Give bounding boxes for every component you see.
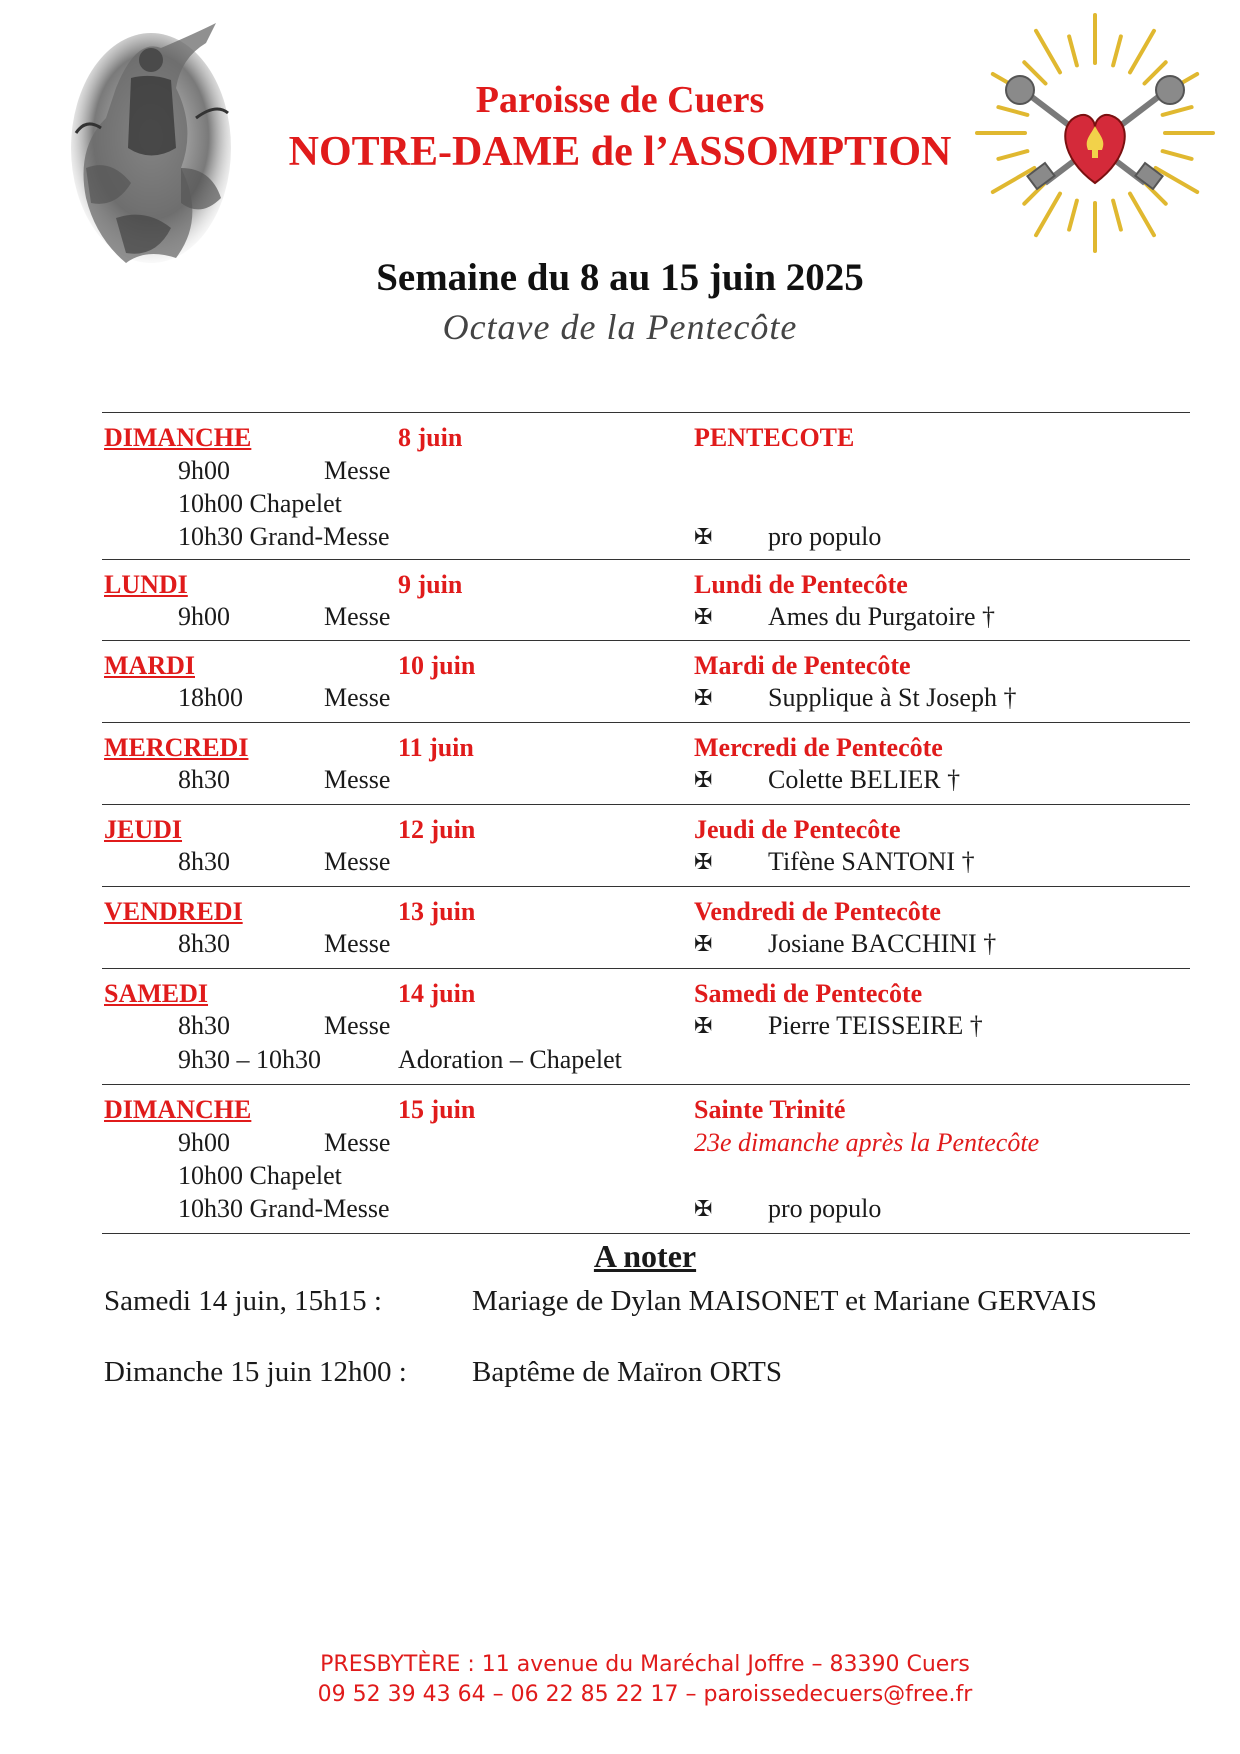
- day-date: 8 juin: [398, 423, 463, 452]
- day-name: SAMEDI: [104, 979, 209, 1008]
- cross-icon: ✠: [694, 604, 713, 629]
- service-time: 10h00 Chapelet: [178, 1161, 342, 1190]
- service-time: 10h00 Chapelet: [178, 489, 342, 518]
- day-date: 14 juin: [398, 979, 476, 1008]
- service-time: 8h30: [178, 1011, 230, 1040]
- day-feast: Mardi de Pentecôte: [694, 651, 911, 680]
- note-when: Dimanche 15 juin 12h00 :: [104, 1356, 407, 1388]
- service-label: Messe: [324, 1128, 391, 1157]
- service-label: Messe: [324, 765, 391, 794]
- footer-address: PRESBYTÈRE : 11 avenue du Maréchal Joffre – 83390 Cuers: [320, 1652, 970, 1677]
- service-time: 9h00: [178, 456, 230, 485]
- service-label: Messe: [324, 456, 391, 485]
- radiance-ray: [1069, 36, 1077, 65]
- note-what: Mariage de Dylan MAISONET et Mariane GERVAIS: [472, 1285, 1097, 1317]
- mass-intention: Josiane BACCHINI †: [768, 929, 997, 958]
- day-name: VENDREDI: [104, 897, 243, 926]
- day-feast: Lundi de Pentecôte: [694, 570, 908, 599]
- radiance-ray: [1113, 36, 1121, 65]
- notes-heading: A noter: [593, 1238, 697, 1274]
- day-name: JEUDI: [104, 815, 183, 844]
- day-date: 10 juin: [398, 651, 476, 680]
- day-date: 11 juin: [398, 733, 474, 762]
- parish-name: Paroisse de Cuers: [475, 79, 765, 121]
- note-what: Baptême de Maïron ORTS: [472, 1356, 782, 1388]
- mass-intention: Colette BELIER †: [768, 765, 961, 794]
- day-feast: Jeudi de Pentecôte: [694, 815, 901, 844]
- service-label: Messe: [324, 1011, 391, 1040]
- service-label: Messe: [324, 847, 391, 876]
- parish-title: NOTRE-DAME de l’ASSOMPTION: [288, 129, 952, 175]
- day-name: DIMANCHE: [104, 423, 252, 452]
- schedule-day: [102, 805, 1190, 887]
- cross-icon: ✠: [694, 524, 713, 549]
- service-time: 9h00: [178, 1128, 230, 1157]
- footer-contact: 09 52 39 43 64 – 06 22 85 22 17 – paroissedecuers@free.fr: [317, 1682, 973, 1707]
- service-time: 9h00: [178, 602, 230, 631]
- schedule-day: [102, 560, 1190, 641]
- service-label: Messe: [324, 683, 391, 712]
- service-label: Messe: [324, 929, 391, 958]
- cross-icon: ✠: [694, 767, 713, 792]
- service-time: 18h00: [178, 683, 243, 712]
- mass-intention: Pierre TEISSEIRE †: [768, 1011, 983, 1040]
- radiance-ray: [1130, 31, 1154, 73]
- weekly-schedule: [102, 412, 1190, 1234]
- radiance-ray: [1069, 201, 1077, 230]
- day-feast: Sainte Trinité: [694, 1095, 846, 1124]
- day-name: MERCREDI: [104, 733, 249, 762]
- mass-intention: Supplique à St Joseph †: [768, 683, 1017, 712]
- day-feast: Mercredi de Pentecôte: [694, 733, 943, 762]
- day-name: DIMANCHE: [104, 1095, 252, 1124]
- radiance-ray: [1113, 201, 1121, 230]
- service-time: 10h30 Grand-Messe: [178, 522, 390, 551]
- radiance-ray: [1130, 194, 1154, 236]
- week-subtitle: Octave de la Pentecôte: [442, 307, 798, 347]
- day-date: 15 juin: [398, 1095, 476, 1124]
- day-note: 23e dimanche après la Pentecôte: [694, 1128, 1040, 1157]
- schedule-day: [102, 1085, 1190, 1234]
- schedule-day: [102, 413, 1190, 560]
- day-name: LUNDI: [104, 570, 188, 599]
- radiance-ray: [1036, 194, 1060, 236]
- service-time: 8h30: [178, 765, 230, 794]
- radiance-ray: [1036, 31, 1060, 73]
- day-name: MARDI: [104, 651, 195, 680]
- day-date: 12 juin: [398, 815, 476, 844]
- day-date: 9 juin: [398, 570, 463, 599]
- cross-icon: ✠: [694, 931, 713, 956]
- mass-intention: Ames du Purgatoire †: [768, 602, 995, 631]
- note-when: Samedi 14 juin, 15h15 :: [104, 1285, 382, 1317]
- mass-intention: pro populo: [768, 1194, 882, 1223]
- day-feast: Samedi de Pentecôte: [694, 979, 923, 1008]
- service-time: 10h30 Grand-Messe: [178, 1194, 390, 1223]
- cross-icon: ✠: [694, 1013, 713, 1038]
- service-time: 8h30: [178, 847, 230, 876]
- service-time: 8h30: [178, 929, 230, 958]
- day-feast: PENTECOTE: [694, 423, 855, 452]
- schedule-day: [102, 969, 1190, 1085]
- cross-icon: ✠: [694, 1196, 713, 1221]
- week-title: Semaine du 8 au 15 juin 2025: [376, 256, 864, 299]
- schedule-day: [102, 641, 1190, 723]
- schedule-day: [102, 723, 1190, 805]
- service-label: Adoration – Chapelet: [398, 1045, 622, 1074]
- service-time: 9h30 – 10h30: [178, 1045, 321, 1074]
- day-date: 13 juin: [398, 897, 476, 926]
- cross-icon: ✠: [694, 685, 713, 710]
- day-feast: Vendredi de Pentecôte: [694, 897, 941, 926]
- mass-intention: Tifène SANTONI †: [768, 847, 975, 876]
- cross-icon: ✠: [694, 849, 713, 874]
- service-label: Messe: [324, 602, 391, 631]
- mass-intention: pro populo: [768, 522, 882, 551]
- schedule-day: [102, 887, 1190, 969]
